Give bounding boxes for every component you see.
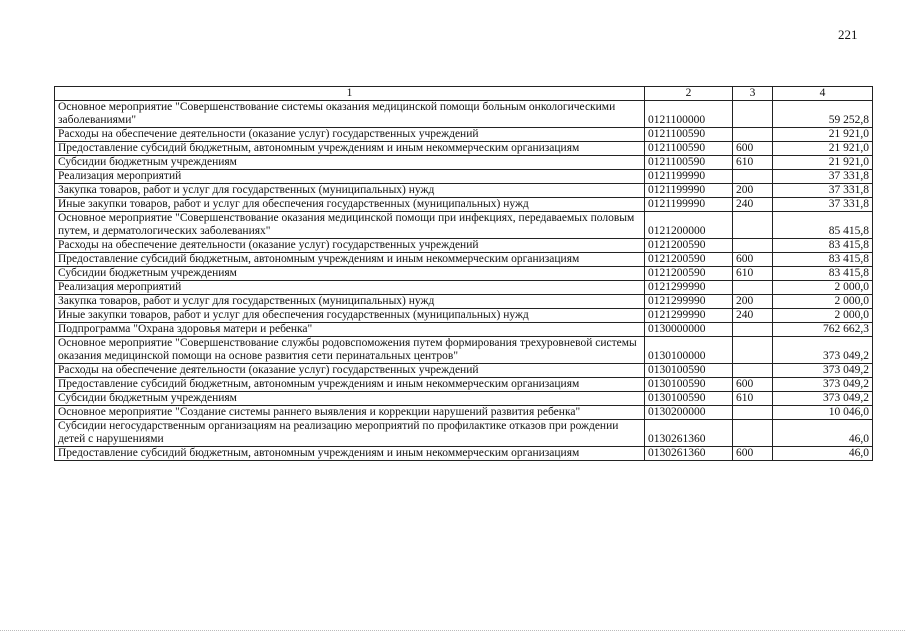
row-code-cell: 0121200000 [645,212,733,239]
row-code-cell: 0121299990 [645,295,733,309]
row-code-cell: 0121100000 [645,101,733,128]
row-amount-cell: 37 331,8 [773,184,873,198]
row-name-cell: Закупка товаров, работ и услуг для государственных (муниципальных) нужд [55,295,645,309]
row-name-cell: Расходы на обеспечение деятельности (оказание услуг) государственных учреждений [55,128,645,142]
row-code-cell: 0121200590 [645,267,733,281]
row-code-cell: 0130261360 [645,420,733,447]
row-code-cell: 0121199990 [645,198,733,212]
row-amount-cell: 83 415,8 [773,239,873,253]
row-code-cell: 0130000000 [645,323,733,337]
table-row [55,170,873,184]
table-row [55,337,873,364]
row-type-cell [733,212,773,239]
table-row [55,295,873,309]
row-name-cell: Предоставление субсидий бюджетным, автономным учреждениям и иным некоммерческим организациям [55,142,645,156]
row-code-cell: 0121299990 [645,309,733,323]
row-name-cell: Субсидии бюджетным учреждениям [55,392,645,406]
table-row [55,128,873,142]
row-amount-cell: 373 049,2 [773,392,873,406]
row-name-cell: Закупка товаров, работ и услуг для государственных (муниципальных) нужд [55,184,645,198]
row-code-cell: 0130200000 [645,406,733,420]
table-row [55,406,873,420]
row-code-cell: 0121199990 [645,184,733,198]
row-name-cell: Субсидии негосударственным организациям на реализацию мероприятий по профилактике отказов при рождении детей с нарушениями [55,420,645,447]
row-code-cell: 0130100000 [645,337,733,364]
row-name-cell: Субсидии бюджетным учреждениям [55,156,645,170]
row-type-cell: 610 [733,156,773,170]
row-amount-cell: 2 000,0 [773,281,873,295]
row-type-cell: 200 [733,295,773,309]
row-name-cell: Предоставление субсидий бюджетным, автономным учреждениям и иным некоммерческим организациям [55,378,645,392]
header-col-2: 2 [645,87,733,101]
table-body [55,101,873,461]
row-name-cell: Расходы на обеспечение деятельности (оказание услуг) государственных учреждений [55,364,645,378]
row-type-cell: 240 [733,309,773,323]
row-code-cell: 0121100590 [645,142,733,156]
header-col-4: 4 [773,87,873,101]
row-type-cell: 200 [733,184,773,198]
table-row [55,142,873,156]
row-type-cell: 600 [733,378,773,392]
table-row [55,156,873,170]
row-amount-cell: 83 415,8 [773,267,873,281]
page-bottom-rule [0,630,905,631]
row-code-cell: 0130261360 [645,447,733,461]
row-name-cell: Предоставление субсидий бюджетным, автономным учреждениям и иным некоммерческим организациям [55,447,645,461]
row-amount-cell: 10 046,0 [773,406,873,420]
row-name-cell: Основное мероприятие "Совершенствование службы родовспоможения путем формирования трехуровневой системы оказания медицинской помощи на основе развития сети перинатальных центров" [55,337,645,364]
row-name-cell: Подпрограмма "Охрана здоровья матери и ребенка" [55,323,645,337]
row-amount-cell: 21 921,0 [773,156,873,170]
row-name-cell: Реализация мероприятий [55,170,645,184]
row-code-cell: 0121200590 [645,239,733,253]
header-col-3: 3 [733,87,773,101]
row-amount-cell: 373 049,2 [773,364,873,378]
table-row [55,281,873,295]
row-amount-cell: 37 331,8 [773,170,873,184]
row-type-cell [733,323,773,337]
budget-table [54,86,873,461]
table-row [55,309,873,323]
table-row [55,378,873,392]
row-name-cell: Иные закупки товаров, работ и услуг для обеспечения государственных (муниципальных) нужд [55,309,645,323]
table-row [55,101,873,128]
row-amount-cell: 2 000,0 [773,309,873,323]
row-code-cell: 0130100590 [645,392,733,406]
row-type-cell [733,406,773,420]
row-type-cell [733,420,773,447]
table-header-row [55,87,873,101]
row-amount-cell: 59 252,8 [773,101,873,128]
row-type-cell: 240 [733,198,773,212]
row-amount-cell: 37 331,8 [773,198,873,212]
row-type-cell: 610 [733,267,773,281]
row-amount-cell: 373 049,2 [773,337,873,364]
table-row [55,184,873,198]
row-amount-cell: 21 921,0 [773,142,873,156]
row-amount-cell: 46,0 [773,447,873,461]
row-name-cell: Основное мероприятие "Создание системы раннего выявления и коррекции нарушений развития ребенка" [55,406,645,420]
row-type-cell [733,128,773,142]
table-row [55,364,873,378]
row-name-cell: Расходы на обеспечение деятельности (оказание услуг) государственных учреждений [55,239,645,253]
row-code-cell: 0121199990 [645,170,733,184]
table-row [55,267,873,281]
row-type-cell: 600 [733,142,773,156]
row-name-cell: Основное мероприятие "Совершенствование оказания медицинской помощи при инфекциях, передаваемых половым путем, и дерматологических заболеваниях" [55,212,645,239]
table-row [55,447,873,461]
row-amount-cell: 2 000,0 [773,295,873,309]
row-name-cell: Реализация мероприятий [55,281,645,295]
row-amount-cell: 373 049,2 [773,378,873,392]
row-type-cell: 600 [733,447,773,461]
table-row [55,198,873,212]
row-name-cell: Иные закупки товаров, работ и услуг для обеспечения государственных (муниципальных) нужд [55,198,645,212]
row-amount-cell: 46,0 [773,420,873,447]
row-amount-cell: 83 415,8 [773,253,873,267]
header-col-1: 1 [55,87,645,101]
row-type-cell [733,170,773,184]
table-row [55,212,873,239]
row-type-cell [733,337,773,364]
row-name-cell: Субсидии бюджетным учреждениям [55,267,645,281]
page-number: 221 [838,27,858,42]
row-type-cell: 610 [733,392,773,406]
row-name-cell: Основное мероприятие "Совершенствование системы оказания медицинской помощи больным онкологическими заболеваниями" [55,101,645,128]
row-type-cell [733,281,773,295]
table-row [55,392,873,406]
row-code-cell: 0121200590 [645,253,733,267]
table-row [55,239,873,253]
row-type-cell [733,239,773,253]
row-code-cell: 0130100590 [645,378,733,392]
row-name-cell: Предоставление субсидий бюджетным, автономным учреждениям и иным некоммерческим организациям [55,253,645,267]
row-amount-cell: 762 662,3 [773,323,873,337]
row-type-cell: 600 [733,253,773,267]
row-code-cell: 0121299990 [645,281,733,295]
row-code-cell: 0121100590 [645,156,733,170]
row-code-cell: 0130100590 [645,364,733,378]
row-amount-cell: 85 415,8 [773,212,873,239]
row-amount-cell: 21 921,0 [773,128,873,142]
table-row [55,323,873,337]
row-code-cell: 0121100590 [645,128,733,142]
row-type-cell [733,101,773,128]
table-row [55,420,873,447]
table-row [55,253,873,267]
row-type-cell [733,364,773,378]
